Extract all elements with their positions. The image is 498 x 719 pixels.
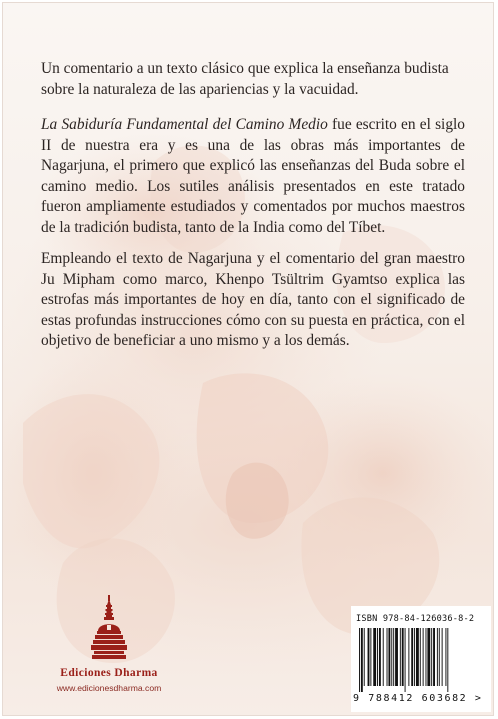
barcode (351, 606, 491, 712)
isbn-label: ISBN 978-84-126036-8-2 (356, 614, 475, 624)
book-title: La Sabiduría Fundamental del Camino Medio (41, 116, 328, 133)
intro-text: Un comentario a un texto clásico que explica la enseñanza budista sobre la naturaleza de las apariencias y la vacuidad. (41, 60, 449, 98)
description-text: fue escrito en el siglo II de nuestra era y es una de las obras más importantes de Nagarjuna, el primero que explicó las enseñanzas del Buda sobre el camino medio. Los sutiles análisis presentados en este tratado fueron ampliamente estudiados y comentados por muchos maestros de la tradición budista, tanto de la India como del Tíbet. (41, 116, 465, 236)
author-text: Empleando el texto de Nagarjuna y el comentario del gran maestro Ju Mipham como marco, Khenpo Tsültrim Gyamtso explica las estrofas más importantes de hoy en día, tanto con el significado de estas profundas instrucciones cómo con su puesta en práctica, con el objetivo de beneficiar a uno mismo y a los demás. (41, 250, 465, 350)
publisher-logo (49, 595, 169, 705)
publisher-name: Ediciones Dharma (60, 667, 158, 679)
description-paragraph (41, 115, 465, 239)
back-cover (3, 3, 493, 715)
author-paragraph (41, 249, 465, 352)
stupa-icon (91, 595, 127, 663)
barcode-bars (355, 628, 489, 692)
intro-paragraph (41, 59, 465, 100)
barcode-digits: 9 788412 603682 > (353, 693, 483, 704)
publisher-website: www.edicionesdharma.com (56, 683, 162, 693)
